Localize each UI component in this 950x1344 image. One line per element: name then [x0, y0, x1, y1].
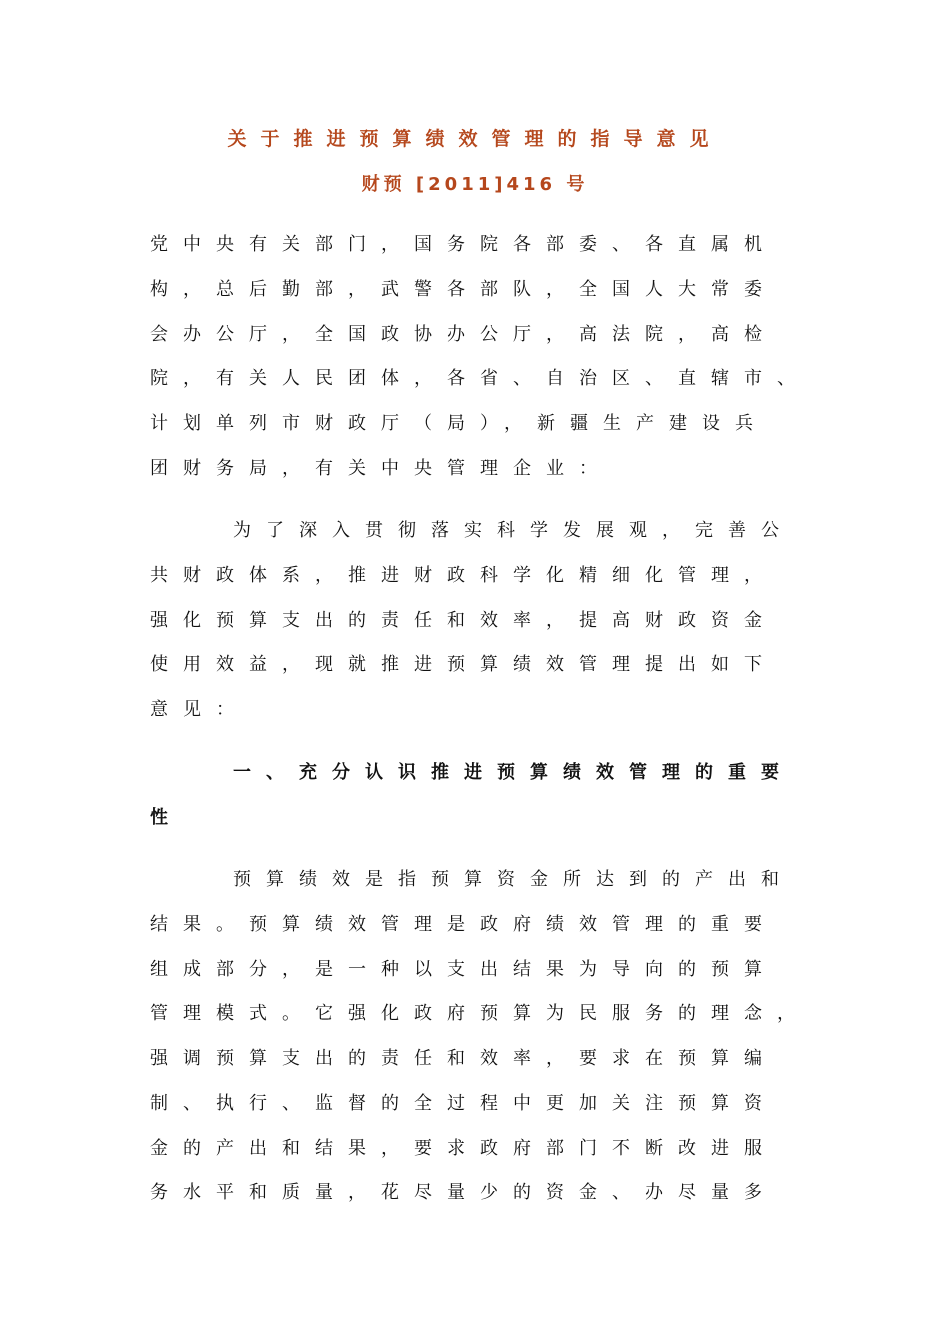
- addressee-line: 会办公厅，全国政协办公厅，高法院，高检: [150, 324, 777, 345]
- section-heading: 一、充分认识推进预算绩效管理的重要: [233, 762, 794, 783]
- body-line: 务水平和质量，花尽量少的资金、办尽量多: [150, 1182, 777, 1203]
- addressee-line: 党中央有关部门，国务院各部委、各直属机: [150, 234, 777, 255]
- body-line: 组成部分，是一种以支出结果为导向的预算: [150, 959, 777, 980]
- addressee-line: 计划单列市财政厅（局），新疆生产建设兵: [150, 413, 768, 434]
- addressee-line: 院，有关人民团体，各省、自治区、直辖市、: [150, 368, 810, 389]
- document-title: 关于推进预算绩效管理的指导意见: [227, 128, 723, 150]
- body-line: 结果。预算绩效管理是政府绩效管理的重要: [150, 914, 777, 935]
- addressee-line: 构，总后勤部，武警各部队，全国人大常委: [150, 279, 777, 300]
- intro-line: 意见：: [150, 699, 249, 720]
- section-heading: 性: [150, 807, 183, 828]
- intro-line: 使用效益，现就推进预算绩效管理提出如下: [150, 654, 777, 675]
- intro-line: 强化预算支出的责任和效率，提高财政资金: [150, 610, 777, 631]
- intro-line: 为了深入贯彻落实科学发展观，完善公: [233, 520, 794, 541]
- addressee-line: 团财务局，有关中央管理企业：: [150, 458, 612, 479]
- document-number: 财预 [2011]416 号: [361, 174, 589, 195]
- body-line: 强调预算支出的责任和效率，要求在预算编: [150, 1048, 777, 1069]
- body-line: 制、执行、监督的全过程中更加关注预算资: [150, 1093, 777, 1114]
- body-line: 金的产出和结果，要求政府部门不断改进服: [150, 1138, 777, 1159]
- body-line: 管理模式。它强化政府预算为民服务的理念，: [150, 1003, 810, 1024]
- intro-line: 共财政体系，推进财政科学化精细化管理，: [150, 565, 777, 586]
- body-line: 预算绩效是指预算资金所达到的产出和: [233, 869, 794, 890]
